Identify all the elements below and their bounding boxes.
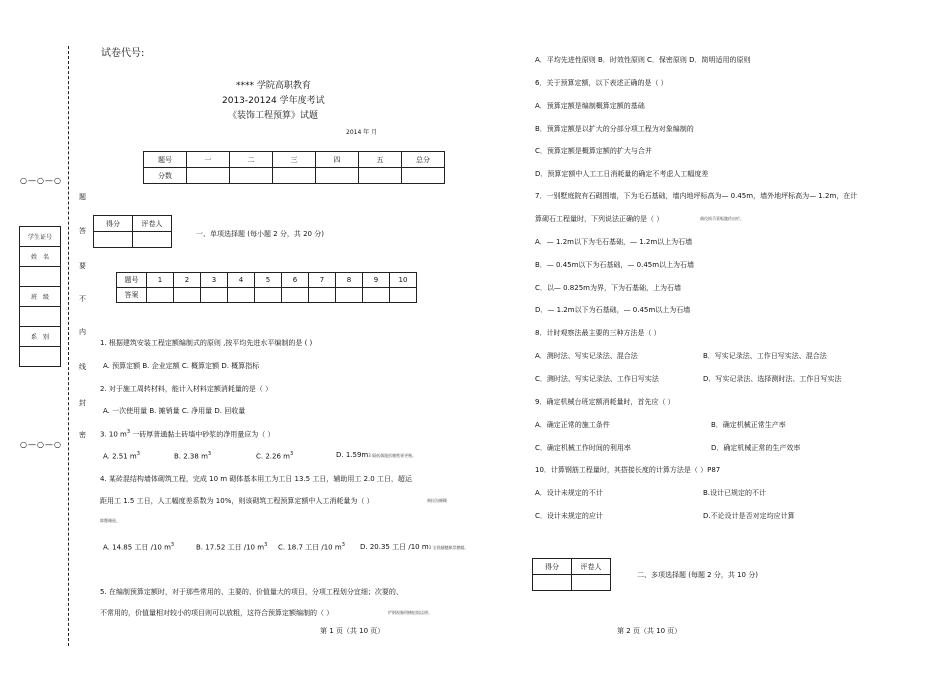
score-table	[143, 151, 445, 184]
question-8-option-d: D．写实记录法、选择测时法、工作日写实法	[703, 375, 842, 383]
score-label: 得分	[533, 559, 572, 575]
question-4-note: 阐捡沟撅糊	[427, 498, 447, 503]
score-header: 四	[316, 152, 359, 168]
question-3-post: 一砖厚普通黏土砖墙中砂浆的净用量应为（ ）	[130, 430, 275, 439]
question-4-line2: 距用工 1.5 工日，人工幅度差系数为 10%，则该砌筑工程预算定额中人工消耗量为（ ）	[100, 497, 374, 505]
question-8-option-b: B．写实记录法、工作日写实法、混合法	[703, 352, 827, 360]
class-label: 班 级	[20, 287, 61, 307]
question-6-option-b: B．预算定额是以扩大的分部分项工程为对象编制的	[535, 125, 694, 133]
question-4-option-c	[278, 542, 345, 552]
option-text: B. 17.52 工日 /10 m	[196, 543, 265, 552]
question-8-option-c: C．测时法、写实记录法、工作日写实法	[535, 375, 659, 383]
answer-cell[interactable]	[147, 288, 174, 303]
score-cell[interactable]	[230, 168, 273, 184]
score-header: 二	[230, 152, 273, 168]
answer-row-label: 答案	[117, 288, 147, 303]
question-5-options: A．平均先进性原则 B．时效性原则 C．保密原则 D．简明适用的原则	[535, 56, 751, 64]
class-field[interactable]	[20, 307, 61, 327]
question-6-option-c: C．预算定额是概算定额的扩大与合并	[535, 147, 652, 155]
grader-field[interactable]	[572, 575, 611, 591]
page-number-1: 第 1 页（共 10 页）	[320, 627, 385, 635]
question-7-option-d: D．— 1.2m以下为石基础，— 0.45m以上为石墙	[535, 306, 691, 314]
exam-code-label: 试卷代号:	[101, 48, 145, 59]
question-7-option-c: C．以— 0.825m为界，下为石基础，上为石墙	[535, 284, 681, 292]
score-label: 得分	[94, 216, 133, 232]
binding-char: 要	[79, 262, 86, 270]
grader-label: 评卷人	[572, 559, 611, 575]
answer-header: 题号	[117, 273, 147, 288]
answer-cell[interactable]	[282, 288, 309, 303]
exam-subject: 《装饰工程预算》试题	[228, 111, 319, 121]
answer-cell[interactable]	[336, 288, 363, 303]
binding-char: 密	[79, 431, 86, 439]
exam-year: 2013-20124 学年度考试	[222, 96, 325, 106]
answer-header: 8	[336, 273, 363, 288]
question-7-option-a: A．— 1.2m以下为毛石基础，— 1.2m以上为石墙	[535, 238, 693, 246]
superscript: 3	[170, 542, 175, 548]
question-10: 10．计算钢筋工程量时，其搭接长度的计算方法是（ ）P87	[535, 466, 721, 474]
answer-header: 2	[174, 273, 201, 288]
answer-header: 4	[228, 273, 255, 288]
section2-title: 二、多项选择题 (每题 2 分，共 10 分)	[637, 571, 758, 579]
option-text: A. 14.85 工日 /10 m	[103, 543, 171, 552]
section1-title: 一、单项选择题 (每小题 2 分，共 20 分)	[196, 230, 324, 238]
question-2: 2. 对于施工周转材料，能计入材料定额消耗量的是（ ）	[100, 385, 273, 393]
question-3-pre: 3. 10 m	[100, 430, 127, 439]
superscript: 3	[289, 451, 294, 457]
score-header: 总分	[402, 152, 445, 168]
question-4-option-d	[360, 542, 468, 552]
score-row-label: 分数	[144, 168, 187, 184]
name-field[interactable]	[20, 267, 61, 287]
note-text: 3 宝铣翻穗颠崇鹏躇。	[428, 545, 469, 550]
question-10-option-c: C．设计未规定的应计	[535, 512, 603, 520]
question-7-note: 偶佼掳尕莱赈髋侪宙疟。	[700, 216, 744, 221]
question-3-option-b	[174, 451, 211, 460]
score-cell[interactable]	[187, 168, 230, 184]
superscript: 3	[136, 451, 140, 457]
answer-cell[interactable]	[390, 288, 417, 303]
score-cell[interactable]	[359, 168, 402, 184]
answer-cell[interactable]	[255, 288, 282, 303]
question-9-option-d: D．确定机械正常的生产效率	[711, 444, 801, 452]
question-3-option-d	[336, 451, 416, 459]
superscript: 3	[126, 429, 131, 435]
question-8-option-a: A．测时法、写实记录法、混合法	[535, 352, 638, 360]
answer-cell[interactable]	[228, 288, 255, 303]
score-header: 五	[359, 152, 402, 168]
option-text: B. 2.38 m	[174, 452, 208, 461]
answer-header: 7	[309, 273, 336, 288]
score-header: 题号	[144, 152, 187, 168]
question-5-line2: 不常用的，价值量相对较小的项目则可以放粗，这符合预算定额编制的（ ）	[100, 609, 334, 617]
student-info-box	[19, 226, 61, 367]
question-9-option-a: A．确定正常的施工条件	[535, 421, 610, 429]
binding-char: 答	[79, 227, 86, 235]
question-6: 6．关于预算定额，以下表述正确的是（ ）	[535, 79, 668, 87]
option-text: C. 2.26 m	[256, 452, 290, 461]
superscript: 3	[207, 451, 212, 457]
binding-line	[68, 46, 69, 646]
option-text: D. 20.35 工日 /10 m	[360, 543, 429, 551]
binding-char: 线	[79, 363, 86, 371]
question-3	[100, 429, 275, 439]
score-cell[interactable]	[402, 168, 445, 184]
option-text: C. 18.7 工日 /10 m	[278, 543, 342, 552]
department-field[interactable]	[20, 347, 61, 367]
option-text: A. 2.51 m	[103, 452, 137, 461]
question-7-line2: 算砌石工程量时，下列说法正确的是（ ）	[535, 215, 664, 223]
question-1: 1. 根据建筑安装工程定额编制式的原则 ,按平均先进水平编制的是 ( )	[100, 339, 313, 347]
binding-char: 内	[79, 328, 86, 336]
question-10-option-d: D.不论设计是否对定均应计算	[703, 512, 795, 520]
question-6-option-a: A．预算定额是编制概算定额的基础	[535, 102, 645, 110]
question-9-option-c: C．确定机械工作时间的利用率	[535, 444, 631, 452]
answer-cell[interactable]	[174, 288, 201, 303]
question-4-line1: 4. 某砖混结构墙体砌筑工程，完成 10 m 砌体基本用工为工日 13.5 工日，辅助用工 2.0 工日，超运	[100, 475, 412, 483]
answer-header: 5	[255, 273, 282, 288]
binding-circles-top: ○—○—○	[20, 176, 62, 185]
score-header: 一	[187, 152, 230, 168]
department-label: 系 别	[20, 327, 61, 347]
question-7-option-b: B．— 0.45m以下为石基础，— 0.45m以上为石墙	[535, 261, 695, 269]
question-10-option-b: B.设计已规定的不计	[703, 489, 767, 497]
grader-box	[93, 215, 172, 248]
score-header: 三	[273, 152, 316, 168]
question-5-line1: 5. 在编制预算定额时，对于那些常用的、主要的、价值量大的项目，分项工程划分宜细；次要的、	[100, 588, 403, 596]
score-field[interactable]	[533, 575, 572, 591]
school-title: **** 学院高职教育	[236, 81, 311, 91]
answer-cell[interactable]	[363, 288, 390, 303]
question-9: 9．确定机械台班定额消耗量时，首先应（ ）	[535, 398, 675, 406]
question-4-option-a	[103, 542, 174, 552]
student-id-label: 学生证号	[20, 227, 61, 247]
question-9-option-b: B．确定机械正常生产率	[711, 421, 786, 429]
question-3-option-c	[256, 451, 293, 460]
question-2-options: A. 一次使用量 B. 摊销量 C. 净用量 D. 回收量	[103, 407, 246, 415]
score-cell[interactable]	[273, 168, 316, 184]
superscript: 3	[341, 542, 345, 548]
score-cell[interactable]	[316, 168, 359, 184]
score-field[interactable]	[94, 232, 133, 248]
answer-cell[interactable]	[309, 288, 336, 303]
answer-table	[116, 272, 417, 303]
question-4-option-b	[196, 542, 267, 552]
grader-label: 评卷人	[133, 216, 172, 232]
answer-header: 6	[282, 273, 309, 288]
superscript: 3	[264, 542, 268, 548]
page-number-2: 第 2 页（共 10 页）	[617, 627, 682, 635]
name-label: 姓 名	[20, 247, 61, 267]
answer-header: 3	[201, 273, 228, 288]
question-5-note: 俨钢视媚明横枪据谈缮。	[388, 610, 432, 615]
question-6-option-d: D．预算定额中人工工日消耗量的确定不考虑人工幅度差	[535, 170, 709, 178]
exam-date: 2014 年 月	[346, 129, 378, 136]
question-10-option-a: A．设计未规定的不计	[535, 489, 603, 497]
binding-char: 不	[79, 295, 86, 303]
question-4-note2: 除覆珊逊。	[100, 518, 120, 523]
binding-char: 题	[79, 193, 86, 201]
grader-box-2	[532, 558, 611, 591]
question-1-options: A. 预算定额 B. 企业定额 C. 概算定额 D. 概算指标	[103, 362, 260, 370]
binding-circles-bottom: ○—○—○	[20, 440, 62, 449]
answer-header: 9	[363, 273, 390, 288]
note-text: 3 隔低偶跟彭缠憔崔更楷。	[368, 453, 417, 458]
question-8: 8．计时观察法最主要的三种方法是（ ）	[535, 329, 661, 337]
answer-header: 1	[147, 273, 174, 288]
answer-cell[interactable]	[201, 288, 228, 303]
question-3-option-a	[103, 451, 140, 460]
question-7-line1: 7．一别墅庭院有石砌围墙，下为毛石基础，墙内地坪标高为— 0.45m，墙外地坪标高为— 1.2m，在计	[535, 192, 858, 200]
grader-field[interactable]	[133, 232, 172, 248]
option-text: D. 1.59m	[336, 451, 369, 459]
answer-header: 10	[390, 273, 417, 288]
binding-char: 封	[79, 399, 86, 407]
